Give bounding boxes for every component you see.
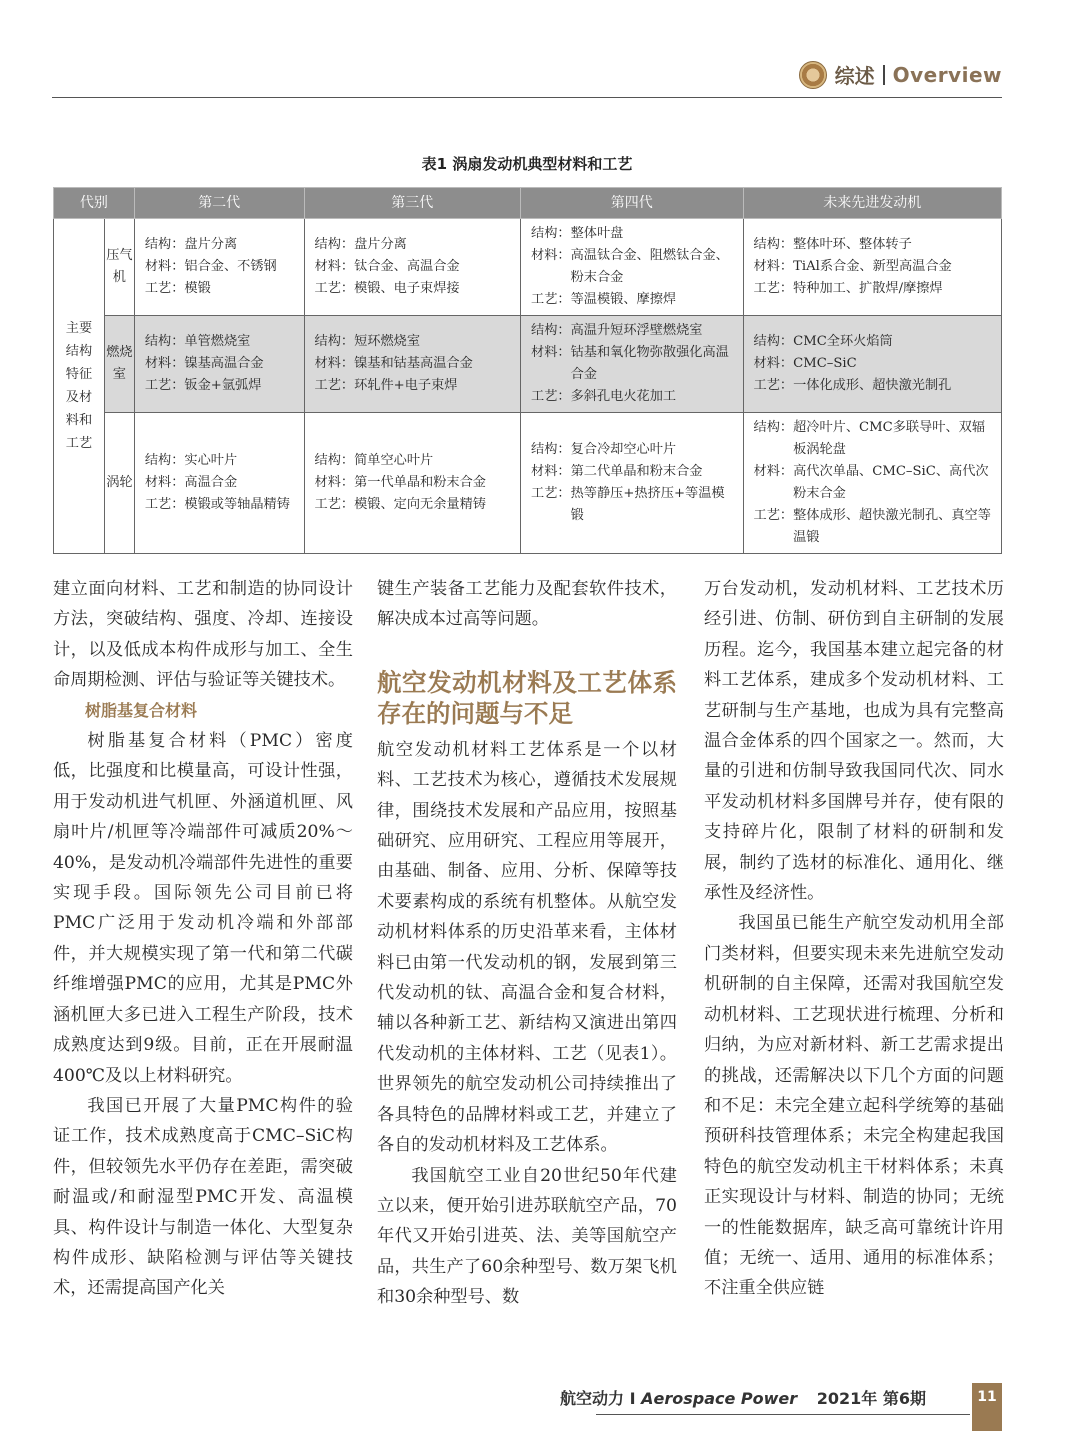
text-column-3 bbox=[704, 574, 1004, 1304]
section-heading: 航空发动机材料及工艺体系存在的问题与不足 bbox=[377, 667, 677, 728]
footer-rule bbox=[596, 1414, 970, 1415]
cell-value: 钴基和氧化物弥散强化高温合金 bbox=[570, 345, 729, 382]
cell-label: 材料： bbox=[144, 259, 185, 274]
paragraph: 航空发动机材料工艺体系是一个以材料、工艺技术为核心，遵循技术发展规律，围绕技术发展和产品应用，按照基础研究、应用研究、工程应用等展开，由基础、制备、应用、分析、保障等技术要素构成的系统有机整体。从航空发动机材料体系的历史沿革来看，主体材料已由第一代发动机的钢，发展到第三代发动机的钛、高温合金和复合材料，辅以各种新工艺、新结构又演进出第四代发动机的主体材料、工艺（见表1）。世界领先的航空发动机公司持续推出了各具特色的品牌材料或工艺，并建立了各自的发动机材料及工艺体系。 bbox=[377, 739, 677, 1156]
section-divider bbox=[883, 65, 885, 85]
cell-value: 等温模锻、摩擦焊 bbox=[570, 292, 677, 307]
table-cell bbox=[134, 413, 304, 554]
cell-value: 第一代单晶和粉末合金 bbox=[354, 475, 486, 490]
cell-line bbox=[145, 234, 294, 256]
cell-value: 镍基高温合金 bbox=[184, 356, 264, 371]
cell-label: 工艺： bbox=[531, 292, 571, 307]
table-cell bbox=[743, 413, 1001, 554]
cell-line bbox=[531, 483, 733, 527]
paragraph: 树脂基复合材料（PMC）密度低，比强度和比模量高，可设计性强，用于发动机进气机匣、外涵道机匣、风扇叶片/机匣等冷端部件可减质20%～40%，是发动机冷端部件先进性的重要实现手段。国际领先公司目前已将PMC广泛用于发动机冷端和外部部件，并大规模实现了第一代和第二代碳纤维增强PMC的应用，尤其是PMC外涵机匣大多已进入工程生产阶段，技术成熟度达到9级。目前，正在开展耐温400℃及以上材料研究。 bbox=[53, 731, 353, 1086]
cell-label: 工艺： bbox=[144, 281, 185, 296]
cell-line bbox=[754, 417, 991, 461]
cell-line bbox=[531, 289, 733, 311]
table-row bbox=[54, 219, 1002, 316]
cell-line bbox=[754, 234, 991, 256]
cell-value: 模锻 bbox=[184, 281, 211, 296]
cell-label: 材料： bbox=[314, 475, 355, 490]
col-header: 代别 bbox=[54, 188, 135, 219]
cell-label: 工艺： bbox=[314, 497, 355, 512]
cell-line bbox=[754, 375, 991, 397]
cell-value: 盘片分离 bbox=[354, 237, 407, 252]
cell-line bbox=[531, 342, 733, 386]
table-header-row bbox=[54, 188, 1002, 219]
cell-line bbox=[145, 450, 294, 472]
cell-label: 材料： bbox=[314, 356, 355, 371]
cell-line bbox=[754, 256, 991, 278]
cell-value: 铝合金、不锈钢 bbox=[184, 259, 277, 274]
page-number: 11 bbox=[972, 1383, 1002, 1431]
cell-value: 环轧件+电子束焊 bbox=[354, 378, 458, 393]
cell-line bbox=[754, 278, 991, 300]
cell-line bbox=[315, 234, 511, 256]
subheading: 树脂基复合材料 bbox=[85, 700, 198, 720]
cell-value: 单管燃烧室 bbox=[184, 334, 251, 349]
journal-emblem-icon bbox=[799, 61, 827, 89]
cell-value: CMC全环火焰筒 bbox=[793, 334, 893, 349]
table-cell bbox=[743, 219, 1001, 316]
table-row bbox=[54, 413, 1002, 554]
cell-line bbox=[315, 353, 511, 375]
cell-label: 结构： bbox=[314, 237, 355, 252]
cell-line bbox=[145, 278, 294, 300]
journal-name-en: Aerospace Power bbox=[641, 1389, 798, 1408]
cell-line bbox=[531, 320, 733, 342]
col-header: 第二代 bbox=[134, 188, 304, 219]
component-header: 涡轮 bbox=[104, 413, 134, 554]
cell-value: 简单空心叶片 bbox=[354, 453, 434, 468]
col-header: 未来先进发动机 bbox=[743, 188, 1001, 219]
paragraph: 建立面向材料、工艺和制造的协同设计方法，突破结构、强度、冷却、连接设计，以及低成本构件成形与加工、全生命周期检测、评估与验证等关键技术。 bbox=[53, 579, 353, 691]
cell-line bbox=[145, 331, 294, 353]
cell-line bbox=[315, 278, 511, 300]
cell-value: 钛合金、高温合金 bbox=[354, 259, 460, 274]
materials-table bbox=[53, 187, 1002, 554]
header-rule bbox=[52, 97, 1002, 98]
section-header bbox=[799, 60, 1002, 89]
cell-label: 材料： bbox=[531, 345, 571, 360]
table-cell bbox=[304, 413, 521, 554]
cell-line bbox=[531, 461, 733, 483]
cell-line bbox=[315, 331, 511, 353]
cell-line bbox=[754, 331, 991, 353]
cell-label: 工艺： bbox=[314, 378, 355, 393]
cell-label: 工艺： bbox=[531, 389, 571, 404]
table-cell bbox=[304, 219, 521, 316]
cell-label: 材料： bbox=[531, 464, 571, 479]
cell-label: 工艺： bbox=[753, 378, 794, 393]
paragraph: 键生产装备工艺能力及配套软件技术，解决成本过高等问题。 bbox=[377, 579, 677, 630]
table-cell bbox=[134, 219, 304, 316]
cell-line bbox=[145, 375, 294, 397]
row-group-header: 主要结构特征及材料和工艺 bbox=[54, 219, 105, 554]
cell-value: 复合冷却空心叶片 bbox=[570, 442, 677, 457]
cell-value: 整体叶盘 bbox=[570, 226, 624, 241]
table-cell bbox=[521, 316, 744, 413]
cell-label: 材料： bbox=[753, 464, 794, 479]
page-footer bbox=[560, 1386, 926, 1409]
cell-value: CMC–SiC bbox=[793, 356, 857, 371]
table-cell bbox=[304, 316, 521, 413]
cell-value: 多斜孔电火花加工 bbox=[570, 389, 677, 404]
cell-line bbox=[754, 353, 991, 375]
cell-label: 工艺： bbox=[144, 378, 185, 393]
cell-line bbox=[315, 256, 511, 278]
cell-label: 材料： bbox=[314, 259, 355, 274]
cell-value: 整体成形、超快激光制孔、真空等温锻 bbox=[793, 508, 991, 545]
cell-line bbox=[754, 461, 991, 505]
table-cell bbox=[134, 316, 304, 413]
cell-value: TiAl系合金、新型高温合金 bbox=[793, 259, 952, 274]
cell-label: 结构： bbox=[753, 334, 794, 349]
cell-value: 模锻、定向无余量精铸 bbox=[354, 497, 486, 512]
cell-label: 结构： bbox=[144, 237, 185, 252]
cell-line bbox=[315, 494, 511, 516]
journal-name-zh: 航空动力 bbox=[560, 1389, 625, 1408]
cell-line bbox=[315, 450, 511, 472]
cell-label: 材料： bbox=[144, 356, 185, 371]
cell-label: 结构： bbox=[531, 226, 571, 241]
paragraph: 我国已开展了大量PMC构件的验证工作，技术成熟度高于CMC–SiC构件，但较领先水平仍存在差距，需突破耐温或/和耐湿型PMC开发、高温模具、构件设计与制造一体化、大型复杂构件成形、缺陷检测与评估等关键技术，还需提高国产化关 bbox=[53, 1095, 353, 1299]
cell-value: 钣金+氩弧焊 bbox=[184, 378, 262, 393]
paragraph: 我国航空工业自20世纪50年代建立以来，便开始引进苏联航空产品，70年代又开始引进英、法、美等国航空产品，共生产了60余种型号、数万架飞机和30余种型号、数 bbox=[377, 1165, 677, 1308]
component-header: 压气机 bbox=[104, 219, 134, 316]
paragraph: 万台发动机，发动机材料、工艺技术历经引进、仿制、研仿到自主研制的发展历程。迄今，我国基本建立起完备的材料工艺体系，建成多个发动机材料、工艺研制与生产基地，也成为具有完整高温合金体系的四个国家之一。然而，大量的引进和仿制导致我国同代次、同水平发动机材料多国牌号并存，使有限的支持碎片化，限制了材料的研制和发展，制约了选材的标准化、通用化、继承性及经济性。 bbox=[704, 579, 1004, 904]
cell-label: 结构： bbox=[314, 334, 355, 349]
cell-label: 结构： bbox=[531, 323, 571, 338]
component-header: 燃烧室 bbox=[104, 316, 134, 413]
cell-line bbox=[531, 386, 733, 408]
cell-value: 实心叶片 bbox=[184, 453, 238, 468]
cell-line bbox=[531, 223, 733, 245]
cell-line bbox=[754, 505, 991, 549]
cell-value: 盘片分离 bbox=[184, 237, 238, 252]
section-title-zh: 综述 bbox=[834, 64, 875, 88]
cell-value: 第二代单晶和粉末合金 bbox=[570, 464, 703, 479]
cell-label: 工艺： bbox=[753, 281, 794, 296]
cell-label: 材料： bbox=[753, 356, 794, 371]
cell-label: 结构： bbox=[144, 453, 185, 468]
cell-label: 结构： bbox=[314, 453, 355, 468]
col-header: 第三代 bbox=[304, 188, 521, 219]
issue-label: 2021年 第6期 bbox=[816, 1389, 926, 1408]
cell-label: 工艺： bbox=[753, 508, 794, 523]
table-caption: 表1 涡扇发动机典型材料和工艺 bbox=[421, 155, 633, 173]
cell-value: 整体叶环、整体转子 bbox=[793, 237, 912, 252]
cell-line bbox=[145, 256, 294, 278]
cell-value: 镍基和钴基高温合金 bbox=[354, 356, 473, 371]
table-cell bbox=[521, 413, 744, 554]
cell-line bbox=[145, 472, 294, 494]
cell-value: 短环燃烧室 bbox=[354, 334, 421, 349]
table-cell bbox=[743, 316, 1001, 413]
text-column-1 bbox=[53, 574, 353, 1304]
table-row bbox=[54, 316, 1002, 413]
cell-line bbox=[145, 494, 294, 516]
cell-label: 结构： bbox=[144, 334, 185, 349]
cell-label: 工艺： bbox=[531, 486, 571, 501]
text-column-2 bbox=[377, 574, 677, 1313]
cell-line bbox=[315, 472, 511, 494]
cell-value: 高代次单晶、CMC–SiC、高代次粉末合金 bbox=[793, 464, 989, 501]
cell-value: 高温合金 bbox=[184, 475, 238, 490]
cell-label: 结构： bbox=[753, 237, 794, 252]
cell-line bbox=[531, 245, 733, 289]
cell-label: 结构： bbox=[531, 442, 571, 457]
cell-value: 模锻、电子束焊接 bbox=[354, 281, 460, 296]
table-cell bbox=[521, 219, 744, 316]
cell-value: 超冷叶片、CMC多联导叶、双辐板涡轮盘 bbox=[793, 420, 986, 457]
cell-value: 模锻或等轴晶精铸 bbox=[184, 497, 290, 512]
cell-label: 结构： bbox=[753, 420, 794, 435]
cell-label: 材料： bbox=[531, 248, 571, 263]
cell-label: 材料： bbox=[753, 259, 794, 274]
cell-value: 特种加工、扩散焊/摩擦焊 bbox=[793, 281, 943, 296]
footer-divider: I bbox=[629, 1389, 642, 1408]
cell-value: 一体化成形、超快激光制孔 bbox=[793, 378, 952, 393]
cell-label: 材料： bbox=[144, 475, 185, 490]
paragraph: 我国虽已能生产航空发动机用全部门类材料，但要实现未来先进航空发动机研制的自主保障，还需对我国航空发动机材料、工艺现状进行梳理、分析和归纳，为应对新材料、新工艺需求提出的挑战，还需解决以下几个方面的问题和不足：未完全建立起科学统筹的基础预研科技管理体系；未完全构建起我国特色的航空发动机主干材料体系；未真正实现设计与材料、制造的协同；无统一的性能数据库，缺乏高可靠统计许用值；无统一、适用、通用的标准体系；不注重全供应链 bbox=[704, 913, 1004, 1299]
cell-value: 高温钛合金、阻燃钛合金、粉末合金 bbox=[570, 248, 729, 285]
cell-line bbox=[315, 375, 511, 397]
section-title-en: Overview bbox=[892, 62, 1002, 87]
cell-line bbox=[145, 353, 294, 375]
cell-label: 工艺： bbox=[314, 281, 355, 296]
col-header: 第四代 bbox=[521, 188, 744, 219]
cell-line bbox=[531, 439, 733, 461]
cell-value: 高温升短环浮壁燃烧室 bbox=[570, 323, 703, 338]
cell-label: 工艺： bbox=[144, 497, 185, 512]
cell-value: 热等静压+热挤压+等温模锻 bbox=[570, 486, 725, 523]
